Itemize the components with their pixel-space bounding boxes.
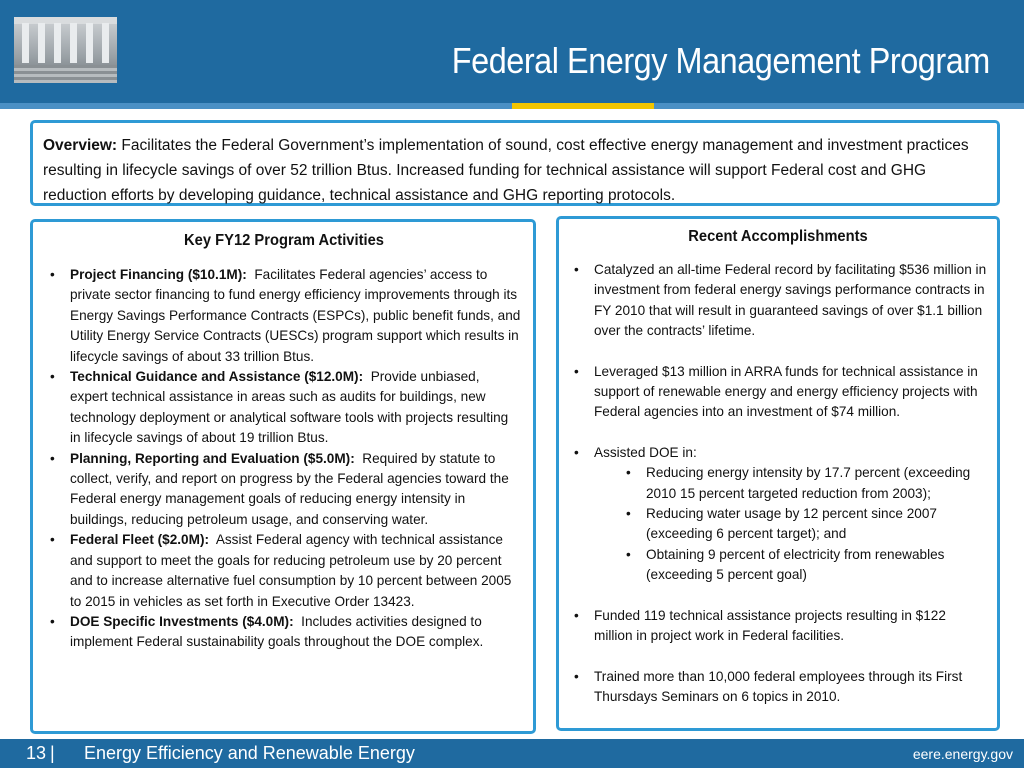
header-stripe-blue-right (654, 103, 1024, 109)
activity-text: Provide unbiased, expert technical assistance in areas such as audits for buildings, new technology deployment or analytical software tools with projects resulting in lifecycle savings of about 19 trillion Btus. (70, 369, 509, 446)
overview-box (30, 120, 1000, 206)
accomplishments-title: Recent Accomplishments (688, 228, 868, 245)
activity-label: Project Financing ($10.1M): (70, 267, 247, 282)
sub-list-item: • Reducing water usage by 12 percent since 2007 (exceeding 6 percent target); and (594, 504, 987, 545)
list-item-text: Assisted DOE in: (594, 444, 697, 460)
activities-list (47, 265, 521, 653)
list-item (47, 367, 521, 449)
footer-bar (0, 739, 1024, 768)
sub-list-item: • Obtaining 9 percent of electricity from renewables (exceeding 5 percent goal) (594, 545, 987, 586)
accomplishments-list (569, 260, 987, 707)
accomplishments-box (556, 216, 1000, 731)
building-columns-image (14, 17, 117, 83)
footer-url: eere.energy.gov (912, 746, 1013, 762)
sub-list-item: • Reducing energy intensity by 17.7 percent (exceeding 2010 15 percent targeted reduction from 2003); (594, 463, 987, 504)
slide-title: Federal Energy Management Program (451, 40, 990, 81)
header-bar (0, 0, 1024, 103)
activity-label: Federal Fleet ($2.0M): (70, 532, 209, 548)
list-item (47, 612, 521, 653)
list-item: • Trained more than 10,000 federal employees through its First Thursdays Seminars on 6 topics in 2010. (569, 667, 987, 708)
header-stripe-blue-left (0, 103, 512, 109)
activity-label: Planning, Reporting and Evaluation ($5.0M): (70, 450, 355, 466)
activity-text: Required by statute to collect, verify, and report on progress by the Federal agencies toward the Federal energy management goals of reducing energy intensity in buildings, reducing petroleum usage, and conserving water. (70, 450, 509, 527)
activities-title: Key FY12 Program Activities (184, 232, 384, 249)
header-stripe-yellow (512, 103, 654, 109)
page-number (26, 743, 59, 764)
sub-list (594, 463, 987, 585)
activity-text: Facilitates Federal agencies’ access to private sector financing to fund energy efficiency improvements through its Energy Savings Performance Contracts (ESPCs), public benefit funds, and Utility Energy Service Contracts (UESCs) program support which results in lifecycle savings of about 33 trillion Btus. (70, 267, 521, 364)
list-item: • Funded 119 technical assistance projects resulting in $122 million in project work in Federal facilities. (569, 606, 987, 647)
footer-org: Energy Efficiency and Renewable Energy (84, 743, 415, 763)
list-item (47, 265, 521, 367)
list-item (569, 443, 987, 586)
activities-box (30, 219, 536, 734)
list-item: • Leveraged $13 million in ARRA funds for technical assistance in support of renewable energy and energy efficiency projects with Federal agencies into an investment of $74 million. (569, 362, 987, 423)
activity-label: DOE Specific Investments ($4.0M): (70, 613, 294, 629)
list-item (47, 530, 521, 612)
list-item (47, 449, 521, 531)
page-number-value: 13 (26, 743, 47, 763)
activity-label: Technical Guidance and Assistance ($12.0M): (70, 369, 364, 385)
footer-separator: | (50, 743, 55, 763)
activity-text: Assist Federal agency with technical assistance and support to meet the goals for reducing petroleum use by 20 percent and to increase alternative fuel consumption by 10 percent between 2005 to 2015 in vehicles as set forth in Executive Order 13423. (70, 532, 512, 609)
overview-text: Facilitates the Federal Government’s implementation of sound, cost effective energy management and investment practices resulting in lifecycle savings of over 52 trillion Btus. Increased funding for technical assistance will support Federal cost and GHG reduction efforts by developing guidance, technical assistance and GHG reporting protocols. (43, 137, 969, 204)
overview-label: Overview: (43, 137, 118, 154)
list-item: • Catalyzed an all-time Federal record by facilitating $536 million in investment from federal energy savings performance contracts in FY 2010 that will result in guaranteed savings of over $1.1 billion over the contracts’ lifetime. (569, 260, 987, 342)
activity-text: Includes activities designed to implement Federal sustainability goals throughout the DOE complex. (70, 613, 484, 650)
